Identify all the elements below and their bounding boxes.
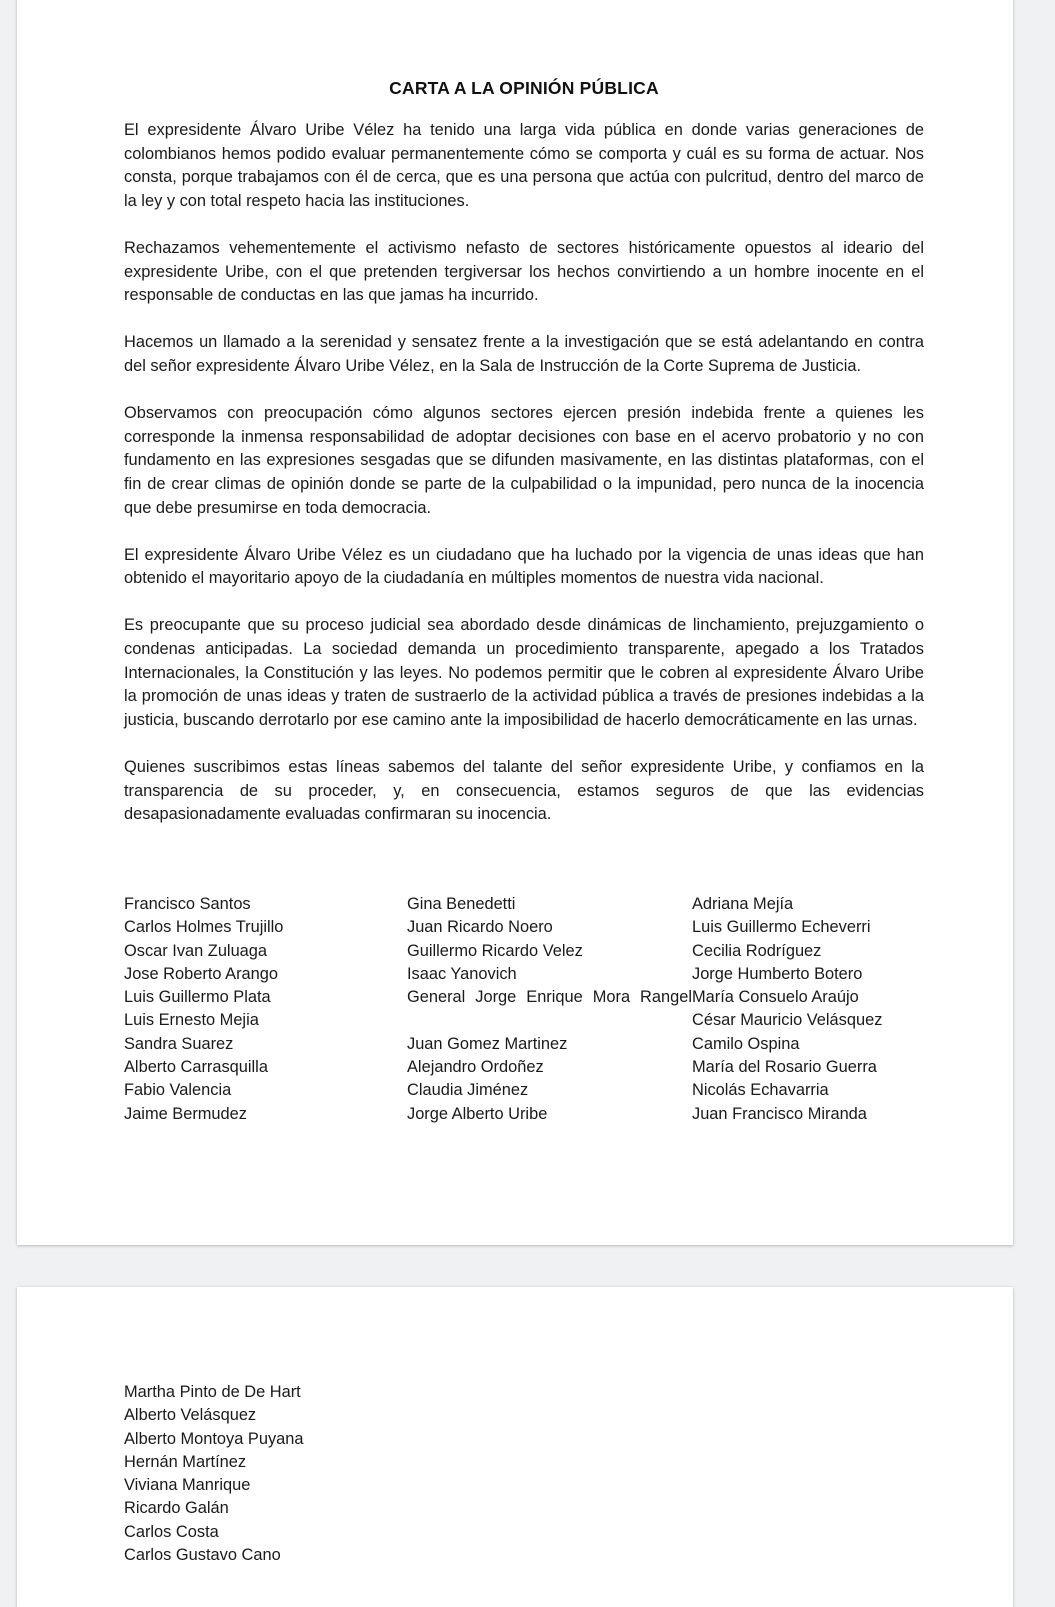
signatory-name: Francisco Santos: [124, 895, 251, 913]
signatory-name: Juan Francisco Miranda: [692, 1104, 867, 1123]
signatory-name: Alejandro Ordoñez: [407, 1058, 544, 1077]
signatory-name: César Mauricio Velásquez: [692, 1011, 883, 1030]
signatory-name: Viviana Manrique: [124, 1476, 251, 1495]
signatories-block-continued: [124, 1381, 624, 1567]
signatory-name: Carlos Costa: [124, 1522, 219, 1541]
signatory-name: Cecilia Rodríguez: [692, 941, 822, 960]
signatory-name: Alberto Montoya Puyana: [124, 1429, 304, 1448]
paragraph: El expresidente Álvaro Uribe Vélez es un ciudadano que ha luchado por la vigencia de unas ideas que han obtenido el mayoritario apoyo de la ciudadanía en múltiples momentos de nuestra vida nacional.: [124, 545, 924, 588]
paragraph: Hacemos un llamado a la serenidad y sensatez frente a la investigación que se está adelantando en contra del señor expresidente Álvaro Uribe Vélez, en la Sala de Instrucción de la Corte Suprema de Justicia.: [124, 333, 924, 375]
paragraph: Rechazamos vehementemente el activismo nefasto de sectores históricamente opuestos al ideario del expresidente Uribe, con el que pretenden tergiversar los hechos convirtiendo a un hombre inocente en el responsable de conductas en las que jamas ha incurrido.: [124, 238, 924, 305]
paragraph: El expresidente Álvaro Uribe Vélez ha tenido una larga vida pública en donde varias generaciones de colombianos hemos podido evaluar permanentemente cómo se comporta y cuál es su forma de actuar. Nos consta, porque trabajamos con él de cerca, que es una persona que actúa con pulcritud, dentro del marco de la ley y con total respeto hacia las instituciones.: [124, 121, 924, 210]
signatory-name: Fabio Valencia: [124, 1081, 232, 1100]
paragraph: Es preocupante que su proceso judicial sea abordado desde dinámicas de linchamiento, prejuzgamiento o condenas anticipadas. La sociedad demanda un procedimiento transparente, apegado a los Tratados Internacionales, la Constitución y las leyes. No podemos permitir que le cobren al expresidente Álvaro Uribe la promoción de unas ideas y traten de sustraerlo de la actividad pública a través de presiones indebidas a la justicia, buscando derrotarlo por ese camino ante la imposibilidad de hacerlo democráticamente en las urnas.: [124, 616, 924, 729]
letter-body: [124, 119, 924, 827]
page-title: CARTA A LA OPINIÓN PÚBLICA: [389, 78, 659, 98]
signatory-name: Carlos Holmes Trujillo: [124, 918, 284, 937]
signatory-name: Juan Gomez Martinez: [407, 1034, 568, 1053]
document-page-2: [17, 1287, 1013, 1607]
paragraph: Observamos con preocupación cómo algunos sectores ejercen presión indebida frente a quienes les corresponde la inmensa responsabilidad de adoptar decisiones con base en el acervo probatorio y no con fundamento en las expresiones sesgadas que se difunden masivamente, en las distintas plataformas, con el fin de crear climas de opinión donde se parte de la culpabilidad o la impunidad, pero nunca de la inocencia que debe presumirse en toda democracia.: [124, 404, 924, 517]
signatory-name: Hernán Martínez: [124, 1452, 247, 1471]
paragraph: Quienes suscribimos estas líneas sabemos del talante del señor expresidente Uribe, y confiamos en la transparencia de su proceder, y, en consecuencia, estamos seguros de que las evidencias desapasionadamente evaluadas confirmaran su inocencia.: [124, 758, 924, 824]
signatory-name: Gina Benedetti: [407, 895, 516, 913]
signatory-name: Camilo Ospina: [692, 1034, 800, 1053]
signatory-name: Luis Guillermo Echeverri: [692, 918, 871, 937]
signatory-name: General Jorge Enrique Mora Rangel: [407, 988, 692, 1007]
signatory-name: Juan Ricardo Noero: [407, 918, 553, 937]
page-2-content: [17, 1287, 1013, 1607]
signatory-name: Ricardo Galán: [124, 1499, 229, 1518]
signatory-name: Alberto Velásquez: [124, 1406, 257, 1425]
signatory-name: Sandra Suarez: [124, 1034, 234, 1053]
signatory-column-2: [407, 893, 692, 1126]
signatory-name: Luis Guillermo Plata: [124, 988, 271, 1007]
signatory-name: María del Rosario Guerra: [692, 1058, 877, 1077]
signatory-name: María Consuelo Araújo: [692, 988, 859, 1007]
signatory-name: Claudia Jiménez: [407, 1081, 529, 1100]
signatory-name: Alberto Carrasquilla: [124, 1058, 268, 1077]
signatory-name: Guillermo Ricardo Velez: [407, 941, 583, 960]
signatory-name: Oscar Ivan Zuluaga: [124, 941, 268, 960]
signatory-name: Luis Ernesto Mejia: [124, 1011, 259, 1030]
document-page-1: [17, 0, 1013, 1245]
signatory-column-1: [124, 893, 407, 1126]
signatory-column-3: [692, 893, 924, 1126]
signatory-name: Martha Pinto de De Hart: [124, 1383, 301, 1401]
signatory-name: Jaime Bermudez: [124, 1104, 247, 1123]
signatory-name: Jorge Alberto Uribe: [407, 1104, 548, 1123]
signatory-name: Jose Roberto Arango: [124, 964, 278, 983]
signatory-name: Isaac Yanovich: [407, 964, 517, 983]
signatory-name: Nicolás Echavarria: [692, 1081, 829, 1100]
page-1-content: [17, 0, 1013, 1245]
signatory-name: Carlos Gustavo Cano: [124, 1546, 281, 1565]
signatories-block: [124, 893, 924, 1126]
signatory-name: Jorge Humberto Botero: [692, 964, 863, 983]
signatory-name: Adriana Mejía: [692, 895, 794, 913]
